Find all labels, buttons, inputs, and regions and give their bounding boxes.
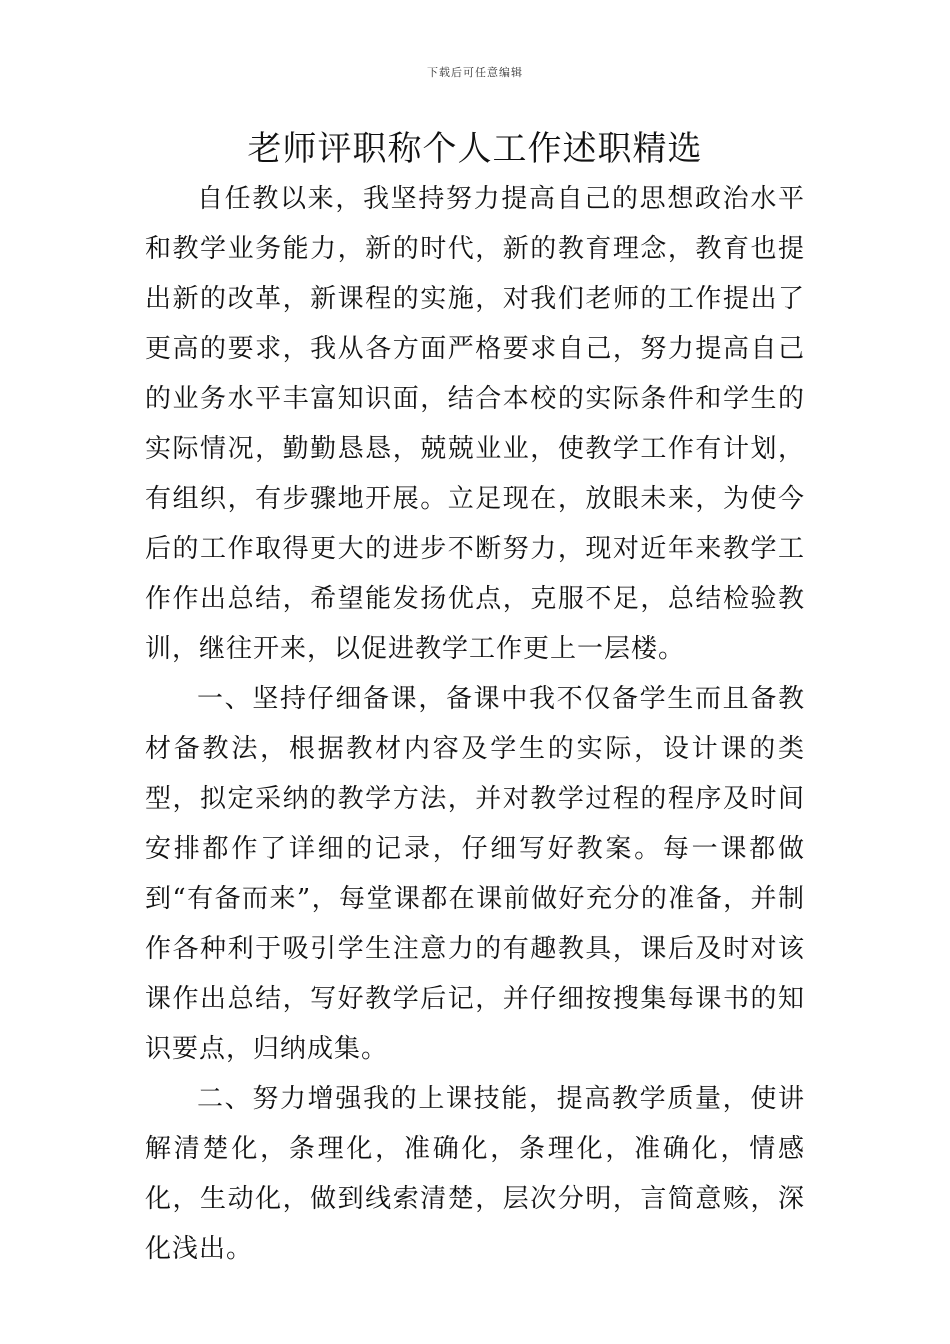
paragraph-section-2: 二、努力增强我的上课技能，提高教学质量，使讲解清楚化，条理化，准确化，条理化，准确化，情感化，生动化，做到线索清楚，层次分明，言简意赅，深化浅出。 xyxy=(145,1084,805,1264)
paragraph-section-1: 一、坚持仔细备课，备课中我不仅备学生而且备教材备教法，根据教材内容及学生的实际，设计课的类型，拟定采纳的教学方法，并对教学过程的程序及时间安排都作了详细的记录，仔细写好教案。每一课都做到“有备而来”，每堂课都在课前做好充分的准备，并制作各种利于吸引学生注意力的有趣教具，课后及时对该课作出总结，写好教学后记，并仔细按搜集每课书的知识要点，归纳成集。 xyxy=(145,684,805,1064)
document-body xyxy=(145,174,805,1274)
document-title: 老师评职称个人工作述职精选 xyxy=(247,129,703,169)
header-note: 下载后可任意编辑 xyxy=(427,66,523,79)
paragraph-intro: 自任教以来，我坚持努力提高自己的思想政治水平和教学业务能力，新的时代，新的教育理念，教育也提出新的改革，新课程的实施，对我们老师的工作提出了更高的要求，我从各方面严格要求自己，努力提高自己的业务水平丰富知识面，结合本校的实际条件和学生的实际情况，勤勤恳恳，兢兢业业，使教学工作有计划，有组织，有步骤地开展。立足现在，放眼未来，为使今后的工作取得更大的进步不断努力，现对近年来教学工作作出总结，希望能发扬优点，克服不足，总结检验教训，继往开来，以促进教学工作更上一层楼。 xyxy=(145,184,805,664)
